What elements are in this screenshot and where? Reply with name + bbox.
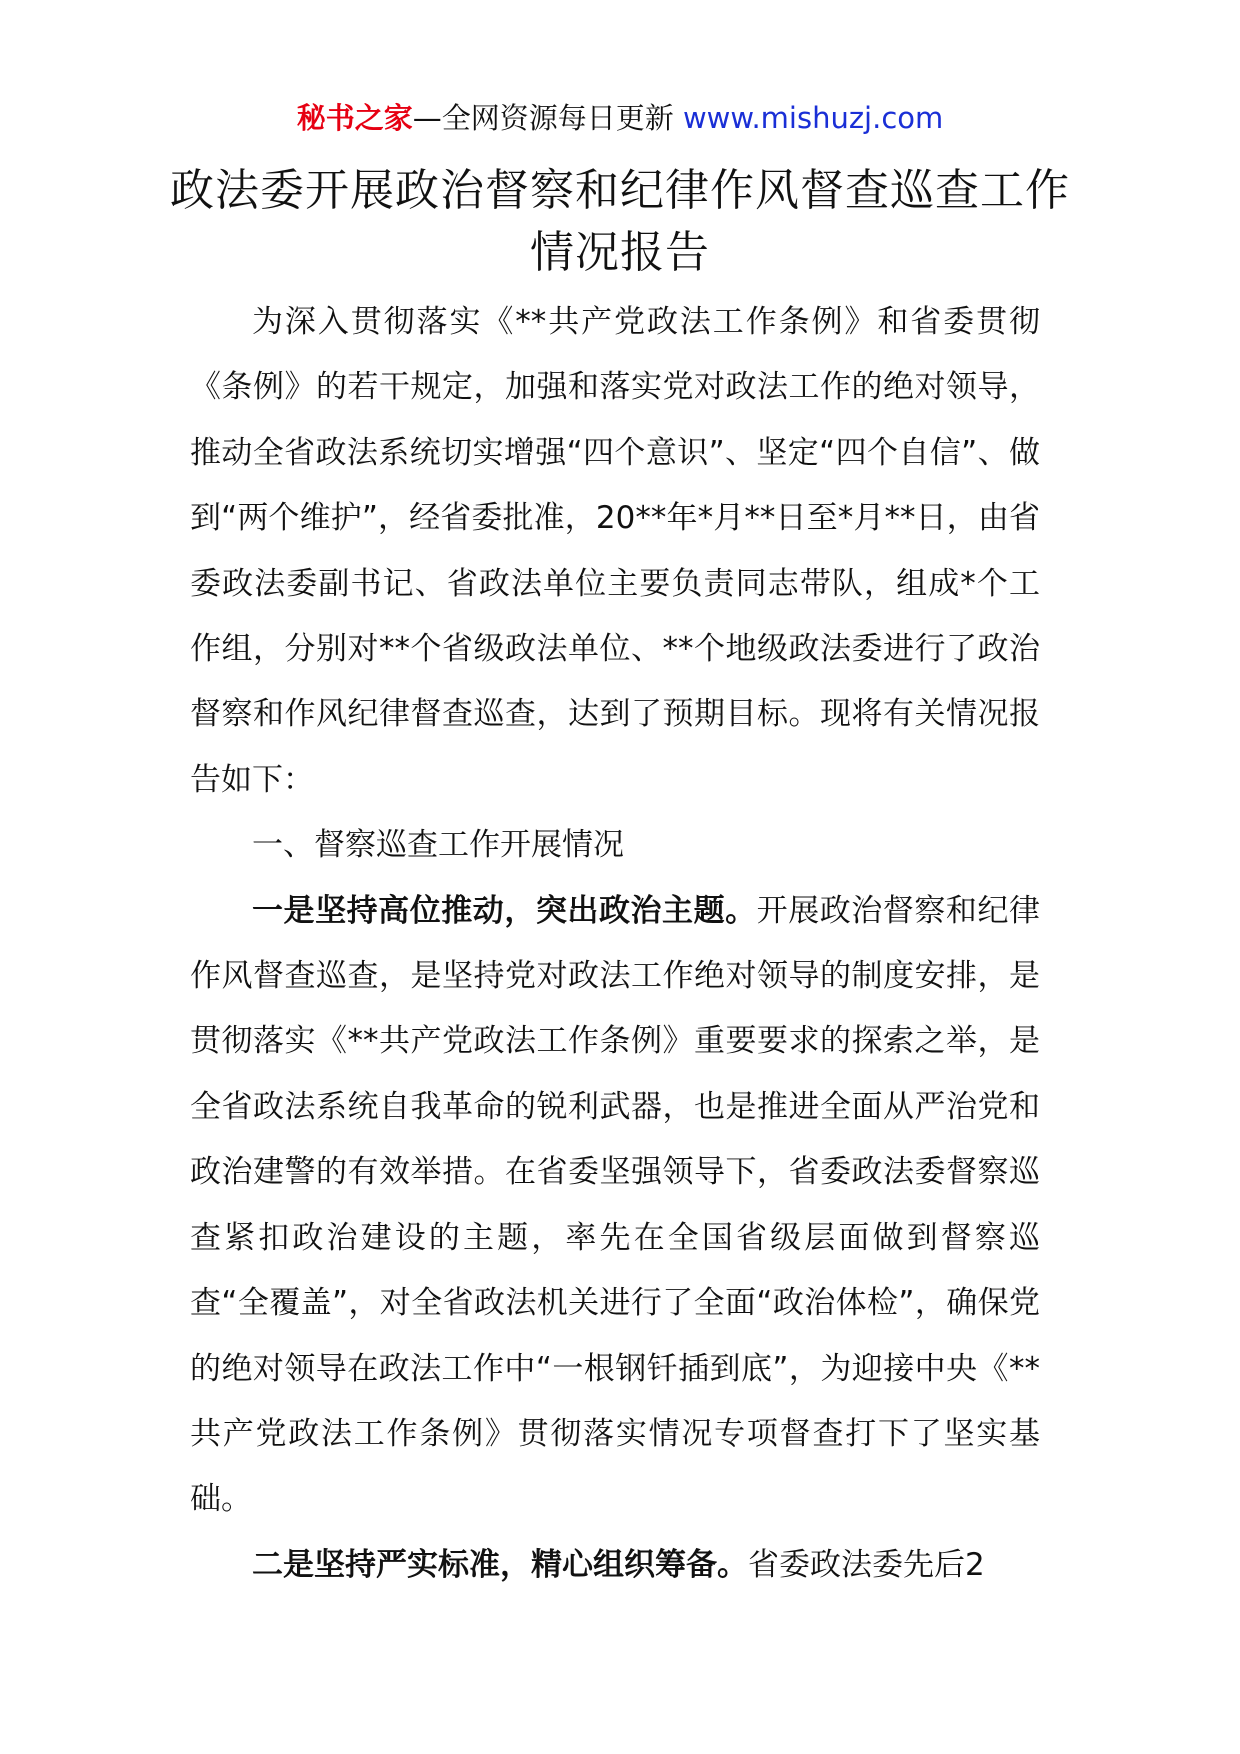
brand-name: 秘书之家	[296, 101, 413, 135]
paragraph-content: 开展政治督察和纪律作风督查巡查，是坚持党对政法工作绝对领导的制度安排，是贯彻落实《**共产党政法工作条例》重要要求的探索之举，是全省政法系统自我革命的锐利武器，也是推进全面从严治党和政治建警的有效举措。在省委坚强领导下，省委政法委督察巡查紧扣政治建设的主题，率先在全国省级层面做到督察巡查“全覆盖”，对全省政法机关进行了全面“政治体检”，确保党的绝对领导在政法工作中“一根钢钎插到底”，为迎接中央《**共产党政法工作条例》贯彻落实情况专项督查打下了坚实基础。	[190, 892, 1041, 1518]
paragraph-second-point	[190, 1533, 1040, 1598]
paragraph-lead: 二是坚持严实标准，精心组织筹备。	[252, 1546, 748, 1583]
section-heading: 一、督察巡查工作开展情况	[252, 827, 624, 864]
document-body	[190, 290, 1040, 1598]
header-tagline: —全网资源每日更新	[412, 101, 674, 135]
paragraph-lead: 一是坚持高位推动，突出政治主题。	[252, 892, 757, 929]
paragraph-content: 省委政法委先后2	[748, 1546, 985, 1583]
paragraph-first-point	[190, 879, 1040, 1533]
document-title: 政法委开展政治督察和纪律作风督查巡查工作情况报告	[170, 165, 1070, 278]
site-header	[0, 98, 1240, 138]
site-url-link[interactable]: www.mishuzj.com	[682, 101, 944, 135]
intro-paragraph: 为深入贯彻落实《**共产党政法工作条例》和省委贯彻《条例》的若干规定，加强和落实党对政法工作的绝对领导，推动全省政法系统切实增强“四个意识”、坚定“四个自信”、做到“两个维护”，经省委批准，20**年*月**日至*月**日，由省委政法委副书记、省政法单位主要负责同志带队，组成*个工作组，分别对**个省级政法单位、**个地级政法委进行了政治督察和作风纪律督查巡查，达到了预期目标。现将有关情况报告如下：	[190, 304, 1040, 798]
